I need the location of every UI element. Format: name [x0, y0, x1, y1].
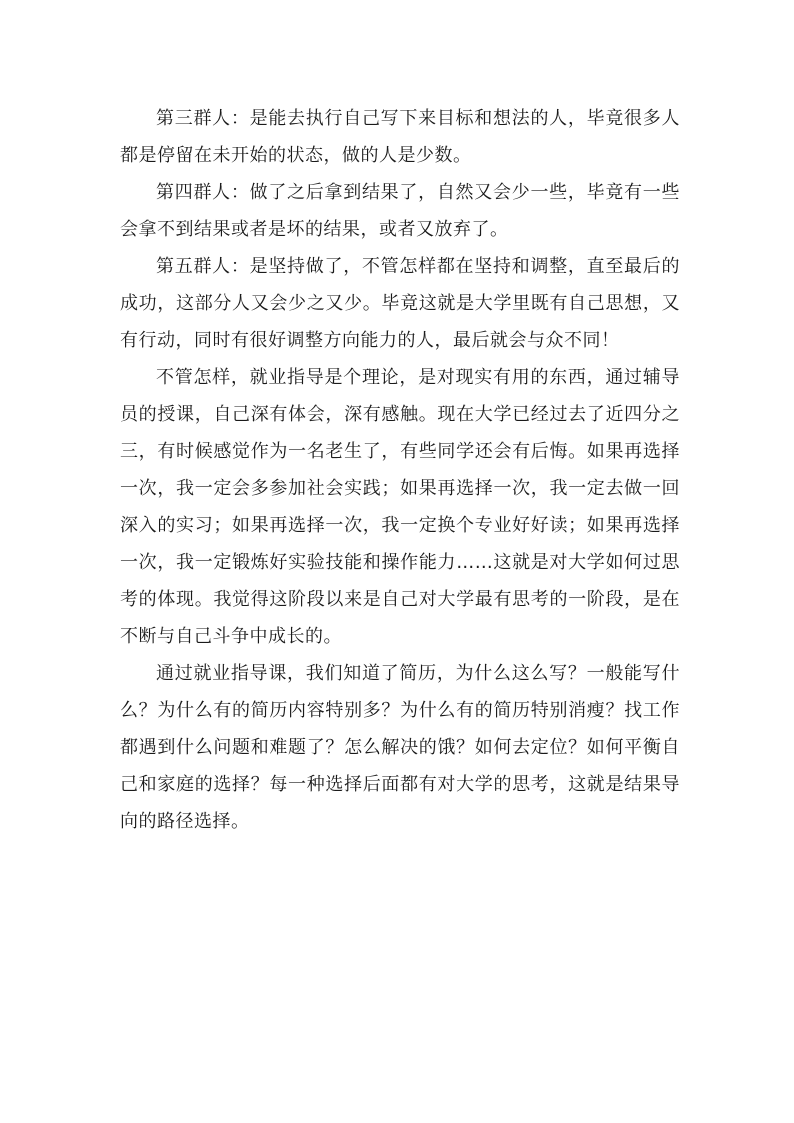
document-body [120, 100, 680, 840]
paragraph-third-group: 第三群人：是能去执行自己写下来目标和想法的人，毕竟很多人都是停留在未开始的状态，做的人是少数。 [120, 108, 680, 166]
paragraph-fourth-group: 第四群人：做了之后拿到结果了，自然又会少一些，毕竟有一些会拿不到结果或者是坏的结果，或者又放弃了。 [120, 182, 680, 240]
paragraph-career-guidance: 不管怎样，就业指导是个理论，是对现实有用的东西，通过辅导员的授课，自己深有体会，深有感触。现在大学已经过去了近四分之三，有时候感觉作为一名老生了，有些同学还会有后悔。如果再选择一次，我一定会多参加社会实践；如果再选择一次，我一定去做一回深入的实习；如果再选择一次，我一定换个专业好好读；如果再选择一次，我一定锻炼好实验技能和操作能力……这就是对大学如何过思考的体现。我觉得这阶段以来是自己对大学最有思考的一阶段，是在不断与自己斗争中成长的。 [120, 367, 680, 647]
paragraph-resume: 通过就业指导课，我们知道了简历，为什么这么写？一般能写什么？为什么有的简历内容特别多？为什么有的简历特别消瘦？找工作都遇到什么问题和难题了？怎么解决的饿？如何去定位？如何平衡自己和家庭的选择？每一种选择后面都有对大学的思考，这就是结果导向的路径选择。 [120, 663, 680, 832]
paragraph-fifth-group: 第五群人：是坚持做了，不管怎样都在坚持和调整，直至最后的成功，这部分人又会少之又少。毕竟这就是大学里既有自己思想，又有行动，同时有很好调整方向能力的人，最后就会与众不同！ [120, 256, 680, 351]
